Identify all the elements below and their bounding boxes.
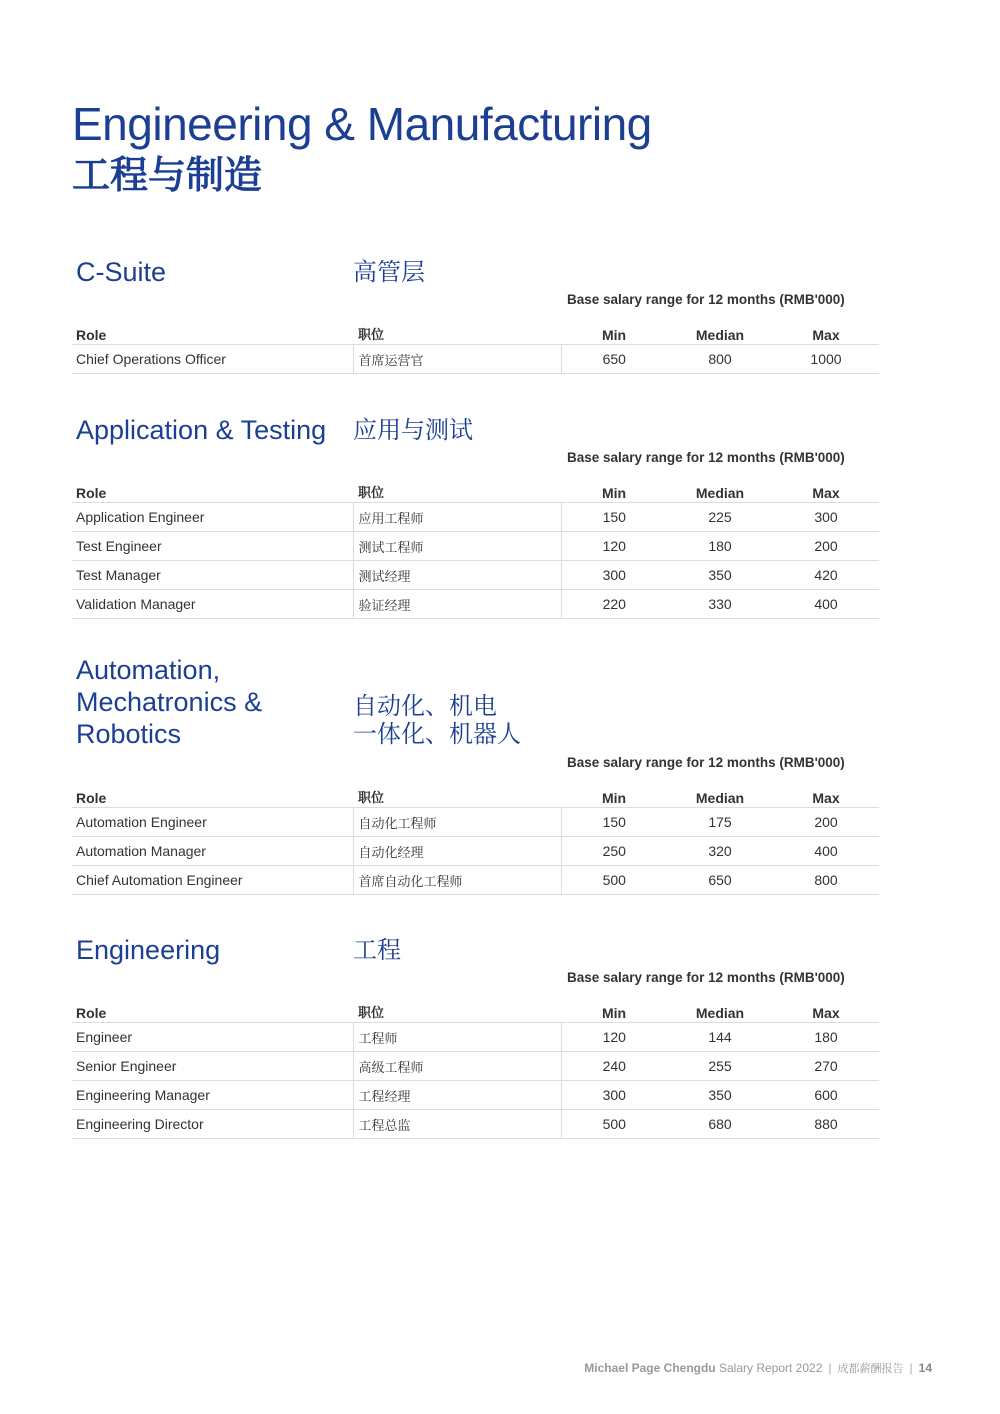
header-role: Role [72, 314, 353, 345]
cell-role-chinese: 工程总监 [353, 1110, 561, 1139]
cell-role: Chief Operations Officer [72, 345, 353, 374]
cell-median: 225 [667, 503, 773, 532]
table-header-row [72, 992, 879, 1023]
cell-role-chinese: 验证经理 [353, 590, 561, 619]
table-row [72, 1052, 879, 1081]
cell-median: 650 [667, 866, 773, 895]
cell-max: 200 [773, 808, 879, 837]
cell-role: Senior Engineer [72, 1052, 353, 1081]
cell-role-chinese: 自动化工程师 [353, 808, 561, 837]
cell-median: 144 [667, 1023, 773, 1052]
cell-role: Test Manager [72, 561, 353, 590]
cell-max: 420 [773, 561, 879, 590]
footer-separator: | [909, 1361, 913, 1375]
section-title [76, 654, 346, 750]
section-title-chinese-line: 自动化、机电 [353, 692, 497, 720]
cell-role: Engineer [72, 1023, 353, 1052]
footer-report: Salary Report 2022 [718, 1361, 823, 1375]
cell-role-chinese: 工程师 [353, 1023, 561, 1052]
header-max: Max [773, 314, 879, 345]
header-max: Max [773, 777, 879, 808]
salary-range-label: Base salary range for 12 months (RMB'000) [567, 755, 845, 770]
cell-max: 400 [773, 837, 879, 866]
table-header-row [72, 314, 879, 345]
cell-min: 500 [561, 866, 667, 895]
section-title: C-Suite [76, 257, 167, 287]
footer-separator: | [828, 1361, 832, 1375]
table-row [72, 345, 879, 374]
salary-range-label: Base salary range for 12 months (RMB'000) [567, 292, 845, 307]
table-row [72, 532, 879, 561]
section-title: Engineering [76, 935, 221, 965]
salary-range-label: Base salary range for 12 months (RMB'000) [567, 970, 845, 985]
cell-min: 150 [561, 808, 667, 837]
cell-min: 150 [561, 503, 667, 532]
page-title: Engineering & Manufacturing [72, 98, 652, 150]
cell-min: 220 [561, 590, 667, 619]
section-title-chinese: 高管层 [353, 258, 425, 286]
cell-role-chinese: 首席运营官 [353, 345, 561, 374]
header-role: Role [72, 777, 353, 808]
page-title-chinese: 工程与制造 [72, 153, 263, 197]
footer-report-chinese: 成都薪酬报告 [837, 1362, 904, 1375]
cell-median: 350 [667, 1081, 773, 1110]
header-min: Min [561, 472, 667, 503]
table-row [72, 1110, 879, 1139]
cell-max: 180 [773, 1023, 879, 1052]
cell-max: 300 [773, 503, 879, 532]
cell-role-chinese: 测试经理 [353, 561, 561, 590]
footer-brand: Michael Page Chengdu [584, 1361, 716, 1375]
header-min: Min [561, 992, 667, 1023]
salary-range-label: Base salary range for 12 months (RMB'000) [567, 450, 845, 465]
salary-table [72, 777, 879, 895]
cell-min: 250 [561, 837, 667, 866]
salary-table [72, 992, 879, 1139]
section-title-chinese: 应用与测试 [353, 416, 473, 444]
header-min: Min [561, 777, 667, 808]
table-row [72, 808, 879, 837]
section-title: Application & Testing [76, 415, 327, 445]
cell-max: 400 [773, 590, 879, 619]
cell-median: 320 [667, 837, 773, 866]
cell-median: 680 [667, 1110, 773, 1139]
header-min: Min [561, 314, 667, 345]
cell-role-chinese: 测试工程师 [353, 532, 561, 561]
header-max: Max [773, 992, 879, 1023]
cell-min: 650 [561, 345, 667, 374]
salary-table [72, 472, 879, 619]
header-median: Median [667, 777, 773, 808]
cell-role-chinese: 首席自动化工程师 [353, 866, 561, 895]
cell-min: 240 [561, 1052, 667, 1081]
table-header-row [72, 777, 879, 808]
page-number: 14 [918, 1361, 932, 1375]
cell-median: 175 [667, 808, 773, 837]
cell-max: 200 [773, 532, 879, 561]
cell-role: Engineering Manager [72, 1081, 353, 1110]
header-role: Role [72, 472, 353, 503]
header-role-chinese: 职位 [353, 314, 561, 345]
cell-min: 120 [561, 532, 667, 561]
cell-role: Test Engineer [72, 532, 353, 561]
section-title-line: Automation, [76, 655, 221, 685]
section-title-chinese: 工程 [353, 936, 401, 964]
header-median: Median [667, 472, 773, 503]
cell-role: Automation Manager [72, 837, 353, 866]
cell-median: 330 [667, 590, 773, 619]
cell-role-chinese: 自动化经理 [353, 837, 561, 866]
section-title-chinese [353, 692, 553, 748]
cell-role: Chief Automation Engineer [72, 866, 353, 895]
header-max: Max [773, 472, 879, 503]
table-row [72, 866, 879, 895]
cell-role: Automation Engineer [72, 808, 353, 837]
cell-role: Application Engineer [72, 503, 353, 532]
salary-table [72, 314, 879, 374]
cell-min: 300 [561, 1081, 667, 1110]
cell-max: 1000 [773, 345, 879, 374]
cell-max: 880 [773, 1110, 879, 1139]
cell-median: 180 [667, 532, 773, 561]
cell-median: 800 [667, 345, 773, 374]
cell-min: 300 [561, 561, 667, 590]
cell-min: 500 [561, 1110, 667, 1139]
cell-role: Engineering Director [72, 1110, 353, 1139]
table-row [72, 590, 879, 619]
table-row [72, 561, 879, 590]
cell-min: 120 [561, 1023, 667, 1052]
header-median: Median [667, 314, 773, 345]
table-row [72, 1081, 879, 1110]
section-title-chinese-line: 一体化、机器人 [353, 720, 521, 748]
cell-role-chinese: 高级工程师 [353, 1052, 561, 1081]
cell-max: 800 [773, 866, 879, 895]
table-row [72, 1023, 879, 1052]
header-role: Role [72, 992, 353, 1023]
table-row [72, 503, 879, 532]
header-role-chinese: 职位 [353, 777, 561, 808]
cell-role-chinese: 应用工程师 [353, 503, 561, 532]
page-footer [584, 1360, 932, 1376]
cell-median: 350 [667, 561, 773, 590]
cell-max: 270 [773, 1052, 879, 1081]
cell-role: Validation Manager [72, 590, 353, 619]
table-row [72, 837, 879, 866]
header-median: Median [667, 992, 773, 1023]
cell-max: 600 [773, 1081, 879, 1110]
section-title-line: Mechatronics & [76, 687, 263, 717]
section-title-line: Robotics [76, 719, 182, 749]
cell-role-chinese: 工程经理 [353, 1081, 561, 1110]
table-header-row [72, 472, 879, 503]
header-role-chinese: 职位 [353, 472, 561, 503]
cell-median: 255 [667, 1052, 773, 1081]
header-role-chinese: 职位 [353, 992, 561, 1023]
